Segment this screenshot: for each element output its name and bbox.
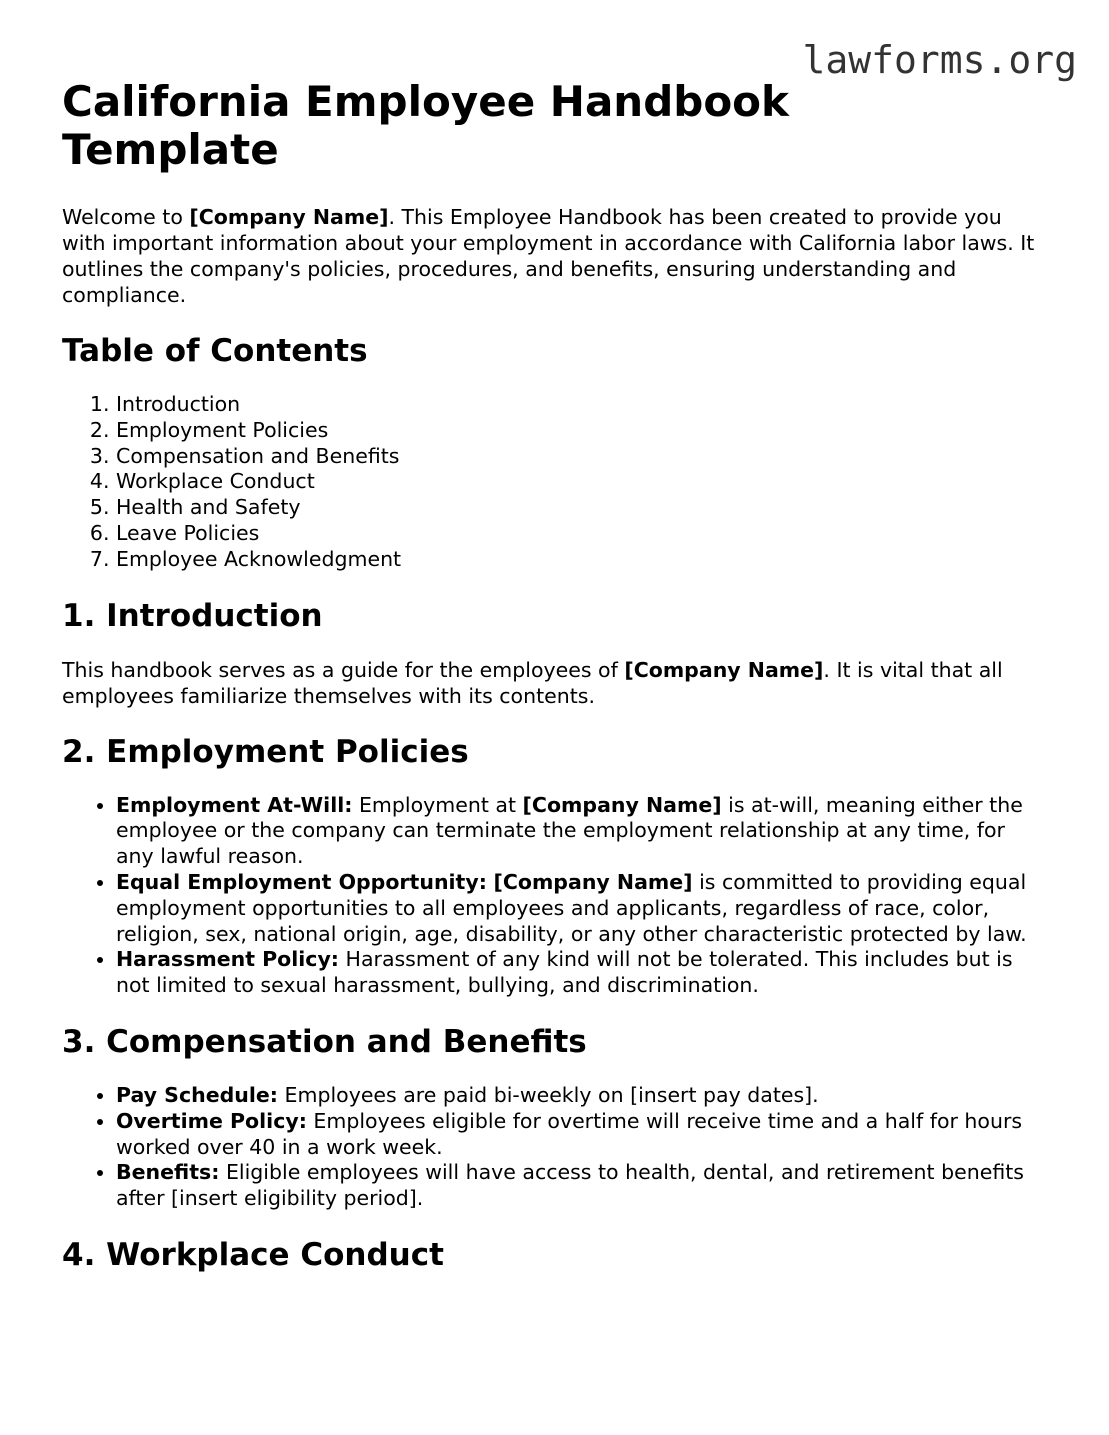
introduction-suffix: . It is vital that all employees familiarize themselves with its contents. bbox=[62, 657, 1003, 708]
section-employment-policies-heading: 2. Employment Policies bbox=[62, 733, 469, 770]
toc-item-health-safety: 5. Health and Safety bbox=[116, 495, 1047, 521]
toc-item-acknowledgment: 7. Employee Acknowledgment bbox=[116, 547, 1047, 573]
item-text: is committed to providing equal employment opportunities to all employees and applicants, regardless of race, color, religion, sex, national origin, age, disability, or any other characteristic protected by law. bbox=[116, 869, 1027, 946]
item-text: is at-will, meaning either the employee or the company can terminate the employment relationship at any time, for any lawful reason. bbox=[116, 792, 1023, 869]
list-item bbox=[116, 947, 1047, 999]
toc-item-leave-policies: 6. Leave Policies bbox=[116, 521, 1047, 547]
introduction-prefix: This handbook serves as a guide for the employees of bbox=[62, 657, 625, 682]
toc-item-workplace-conduct: 4. Workplace Conduct bbox=[116, 469, 1047, 495]
toc-list bbox=[62, 392, 1047, 573]
company-name-placeholder: [Company Name] bbox=[493, 869, 693, 894]
company-name-placeholder: [Company Name] bbox=[522, 792, 722, 817]
item-text: Employment at bbox=[352, 792, 523, 817]
introduction-paragraph bbox=[62, 657, 1047, 709]
item-label: Employment At-Will: bbox=[116, 792, 353, 817]
item-text: Harassment of any kind will not be tolerated. This includes but is not limited to sexual harassment, bullying, and discrimination. bbox=[116, 947, 1013, 998]
section-introduction-heading: 1. Introduction bbox=[62, 597, 323, 634]
document-title: California Employee Handbook Template bbox=[62, 77, 789, 174]
toc-item-introduction: 1. Introduction bbox=[116, 392, 1047, 418]
employment-policies-list bbox=[62, 793, 1047, 999]
section-compensation-heading: 3. Compensation and Benefits bbox=[62, 1023, 587, 1060]
list-item bbox=[116, 793, 1047, 870]
item-label: Pay Schedule: bbox=[116, 1082, 278, 1107]
toc-item-employment-policies: 2. Employment Policies bbox=[116, 418, 1047, 444]
list-item bbox=[116, 1160, 1047, 1212]
item-text: Employees eligible for overtime will receive time and a half for hours worked over 40 in a work week. bbox=[116, 1108, 1023, 1159]
compensation-list bbox=[62, 1083, 1047, 1212]
welcome-suffix: . This Employee Handbook has been created to provide you with important information about your employment in accordance with California labor laws. It outlines the company's policies, procedures, and benefits, ensuring understanding and compliance. bbox=[62, 205, 1035, 307]
item-label: Harassment Policy: bbox=[116, 947, 340, 972]
item-text: Employees are paid bi-weekly on [insert pay dates]. bbox=[278, 1082, 819, 1107]
watermark: lawforms.org bbox=[802, 38, 1077, 82]
list-item bbox=[116, 1109, 1047, 1161]
item-label: Benefits: bbox=[116, 1160, 220, 1185]
item-label: Overtime Policy: bbox=[116, 1108, 307, 1133]
company-name-placeholder: [Company Name] bbox=[624, 657, 824, 682]
item-label: Equal Employment Opportunity: bbox=[116, 869, 487, 894]
welcome-prefix: Welcome to bbox=[62, 205, 190, 229]
list-item bbox=[116, 870, 1047, 947]
welcome-paragraph bbox=[62, 204, 1047, 308]
toc-heading: Table of Contents bbox=[62, 333, 368, 369]
company-name-placeholder: [Company Name] bbox=[189, 205, 389, 229]
section-workplace-conduct-heading: 4. Workplace Conduct bbox=[62, 1236, 444, 1273]
item-text: Eligible employees will have access to health, dental, and retirement benefits after [insert eligibility period]. bbox=[116, 1160, 1024, 1211]
list-item bbox=[116, 1083, 1047, 1109]
toc-item-compensation: 3. Compensation and Benefits bbox=[116, 444, 1047, 470]
document-page bbox=[62, 78, 1047, 1274]
